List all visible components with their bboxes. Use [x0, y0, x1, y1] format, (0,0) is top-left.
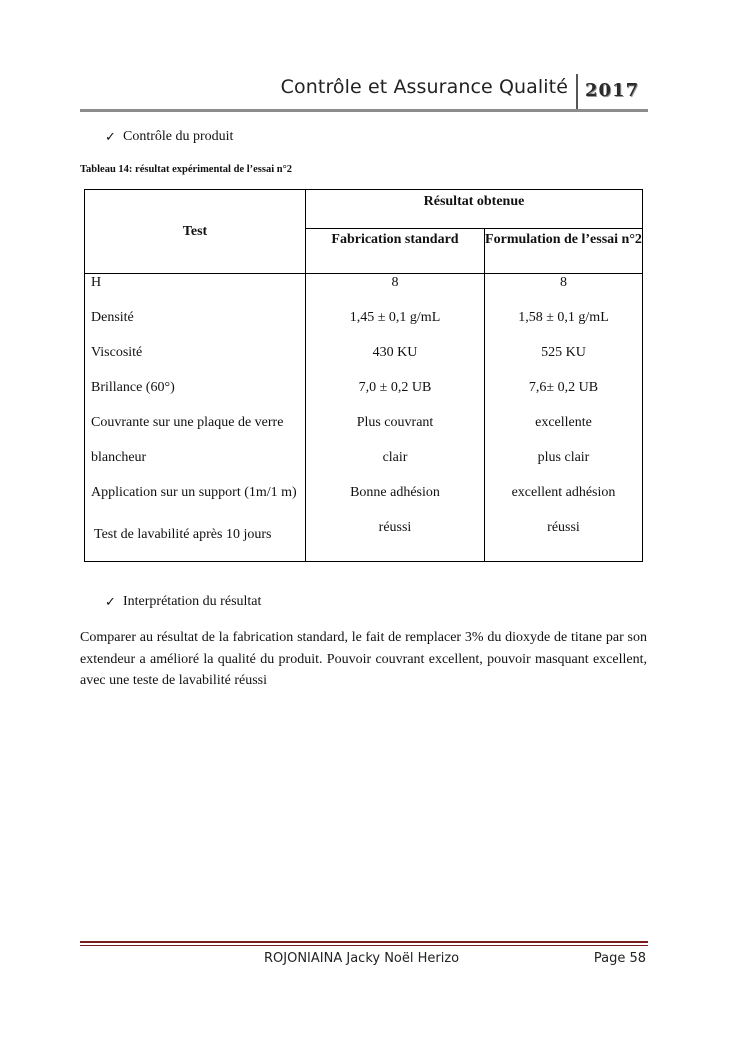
- header-title: Contrôle et Assurance Qualité: [280, 76, 568, 98]
- trial-value: 525 KU: [541, 345, 586, 360]
- header-standard: Fabrication standard: [306, 229, 485, 274]
- section-label: Interprétation du résultat: [123, 594, 262, 609]
- checkmark-icon: ✓: [105, 129, 116, 145]
- header-divider: [80, 109, 648, 112]
- section-label: Contrôle du produit: [123, 129, 234, 144]
- trial-value: excellente: [535, 415, 592, 430]
- header-separator: [576, 74, 578, 110]
- test-name: blancheur: [91, 450, 147, 465]
- standard-value: réussi: [378, 520, 412, 535]
- header-trial: Formulation de l’essai n°2: [485, 229, 643, 274]
- standard-value: 7,0 ± 0,2 UB: [358, 380, 432, 395]
- test-name: Densité: [91, 310, 134, 325]
- page-number: Page 58: [593, 951, 646, 966]
- standard-value: Plus couvrant: [356, 415, 434, 430]
- trial-value: 1,58 ± 0,1 g/mL: [518, 310, 609, 325]
- standard-column: [306, 274, 485, 562]
- trial-column: [485, 274, 643, 562]
- test-name: Test de lavabilité après 10 jours: [94, 527, 272, 542]
- table-caption: Tableau 14: résultat expérimental de l’essai n°2: [80, 164, 293, 175]
- checkmark-icon: ✓: [105, 594, 116, 610]
- header-year: 2017: [585, 80, 640, 101]
- header-result: Résultat obtenue: [306, 190, 643, 229]
- interpretation-paragraph: Comparer au résultat de la fabrication standard, le fait de remplacer 3% du dioxyde de titane par son extendeur a amélioré la qualité du produit. Pouvoir couvrant excellent, pouvoir masquant excellent, avec une teste de lavabilité réussi: [80, 630, 647, 688]
- trial-value: 8: [560, 275, 567, 290]
- standard-value: Bonne adhésion: [350, 485, 440, 500]
- standard-value: clair: [382, 450, 408, 465]
- trial-value: réussi: [547, 520, 580, 535]
- standard-value: 1,45 ± 0,1 g/mL: [349, 310, 441, 325]
- trial-value: excellent adhésion: [511, 485, 616, 500]
- standard-value: 430 KU: [372, 345, 418, 360]
- footer-divider-thin: [80, 945, 648, 946]
- test-column: [85, 274, 306, 562]
- test-name: Couvrante sur une plaque de verre: [91, 415, 284, 430]
- trial-value: plus clair: [537, 450, 590, 465]
- test-name: H: [91, 275, 102, 290]
- footer-author: ROJONIAINA Jacky Noël Herizo: [264, 951, 460, 966]
- standard-value: 8: [391, 275, 399, 290]
- footer-divider: [80, 941, 648, 943]
- test-name: Viscosité: [91, 345, 143, 360]
- section-product-control: [105, 129, 233, 145]
- test-name: Brillance (60°): [91, 380, 175, 395]
- test-name: Application sur un support (1m/1 m): [91, 485, 297, 500]
- section-interpretation: [105, 594, 261, 610]
- header-test: Test: [85, 190, 306, 274]
- results-table: [84, 189, 643, 562]
- trial-value: 7,6± 0,2 UB: [528, 380, 599, 395]
- page-header: [80, 74, 648, 110]
